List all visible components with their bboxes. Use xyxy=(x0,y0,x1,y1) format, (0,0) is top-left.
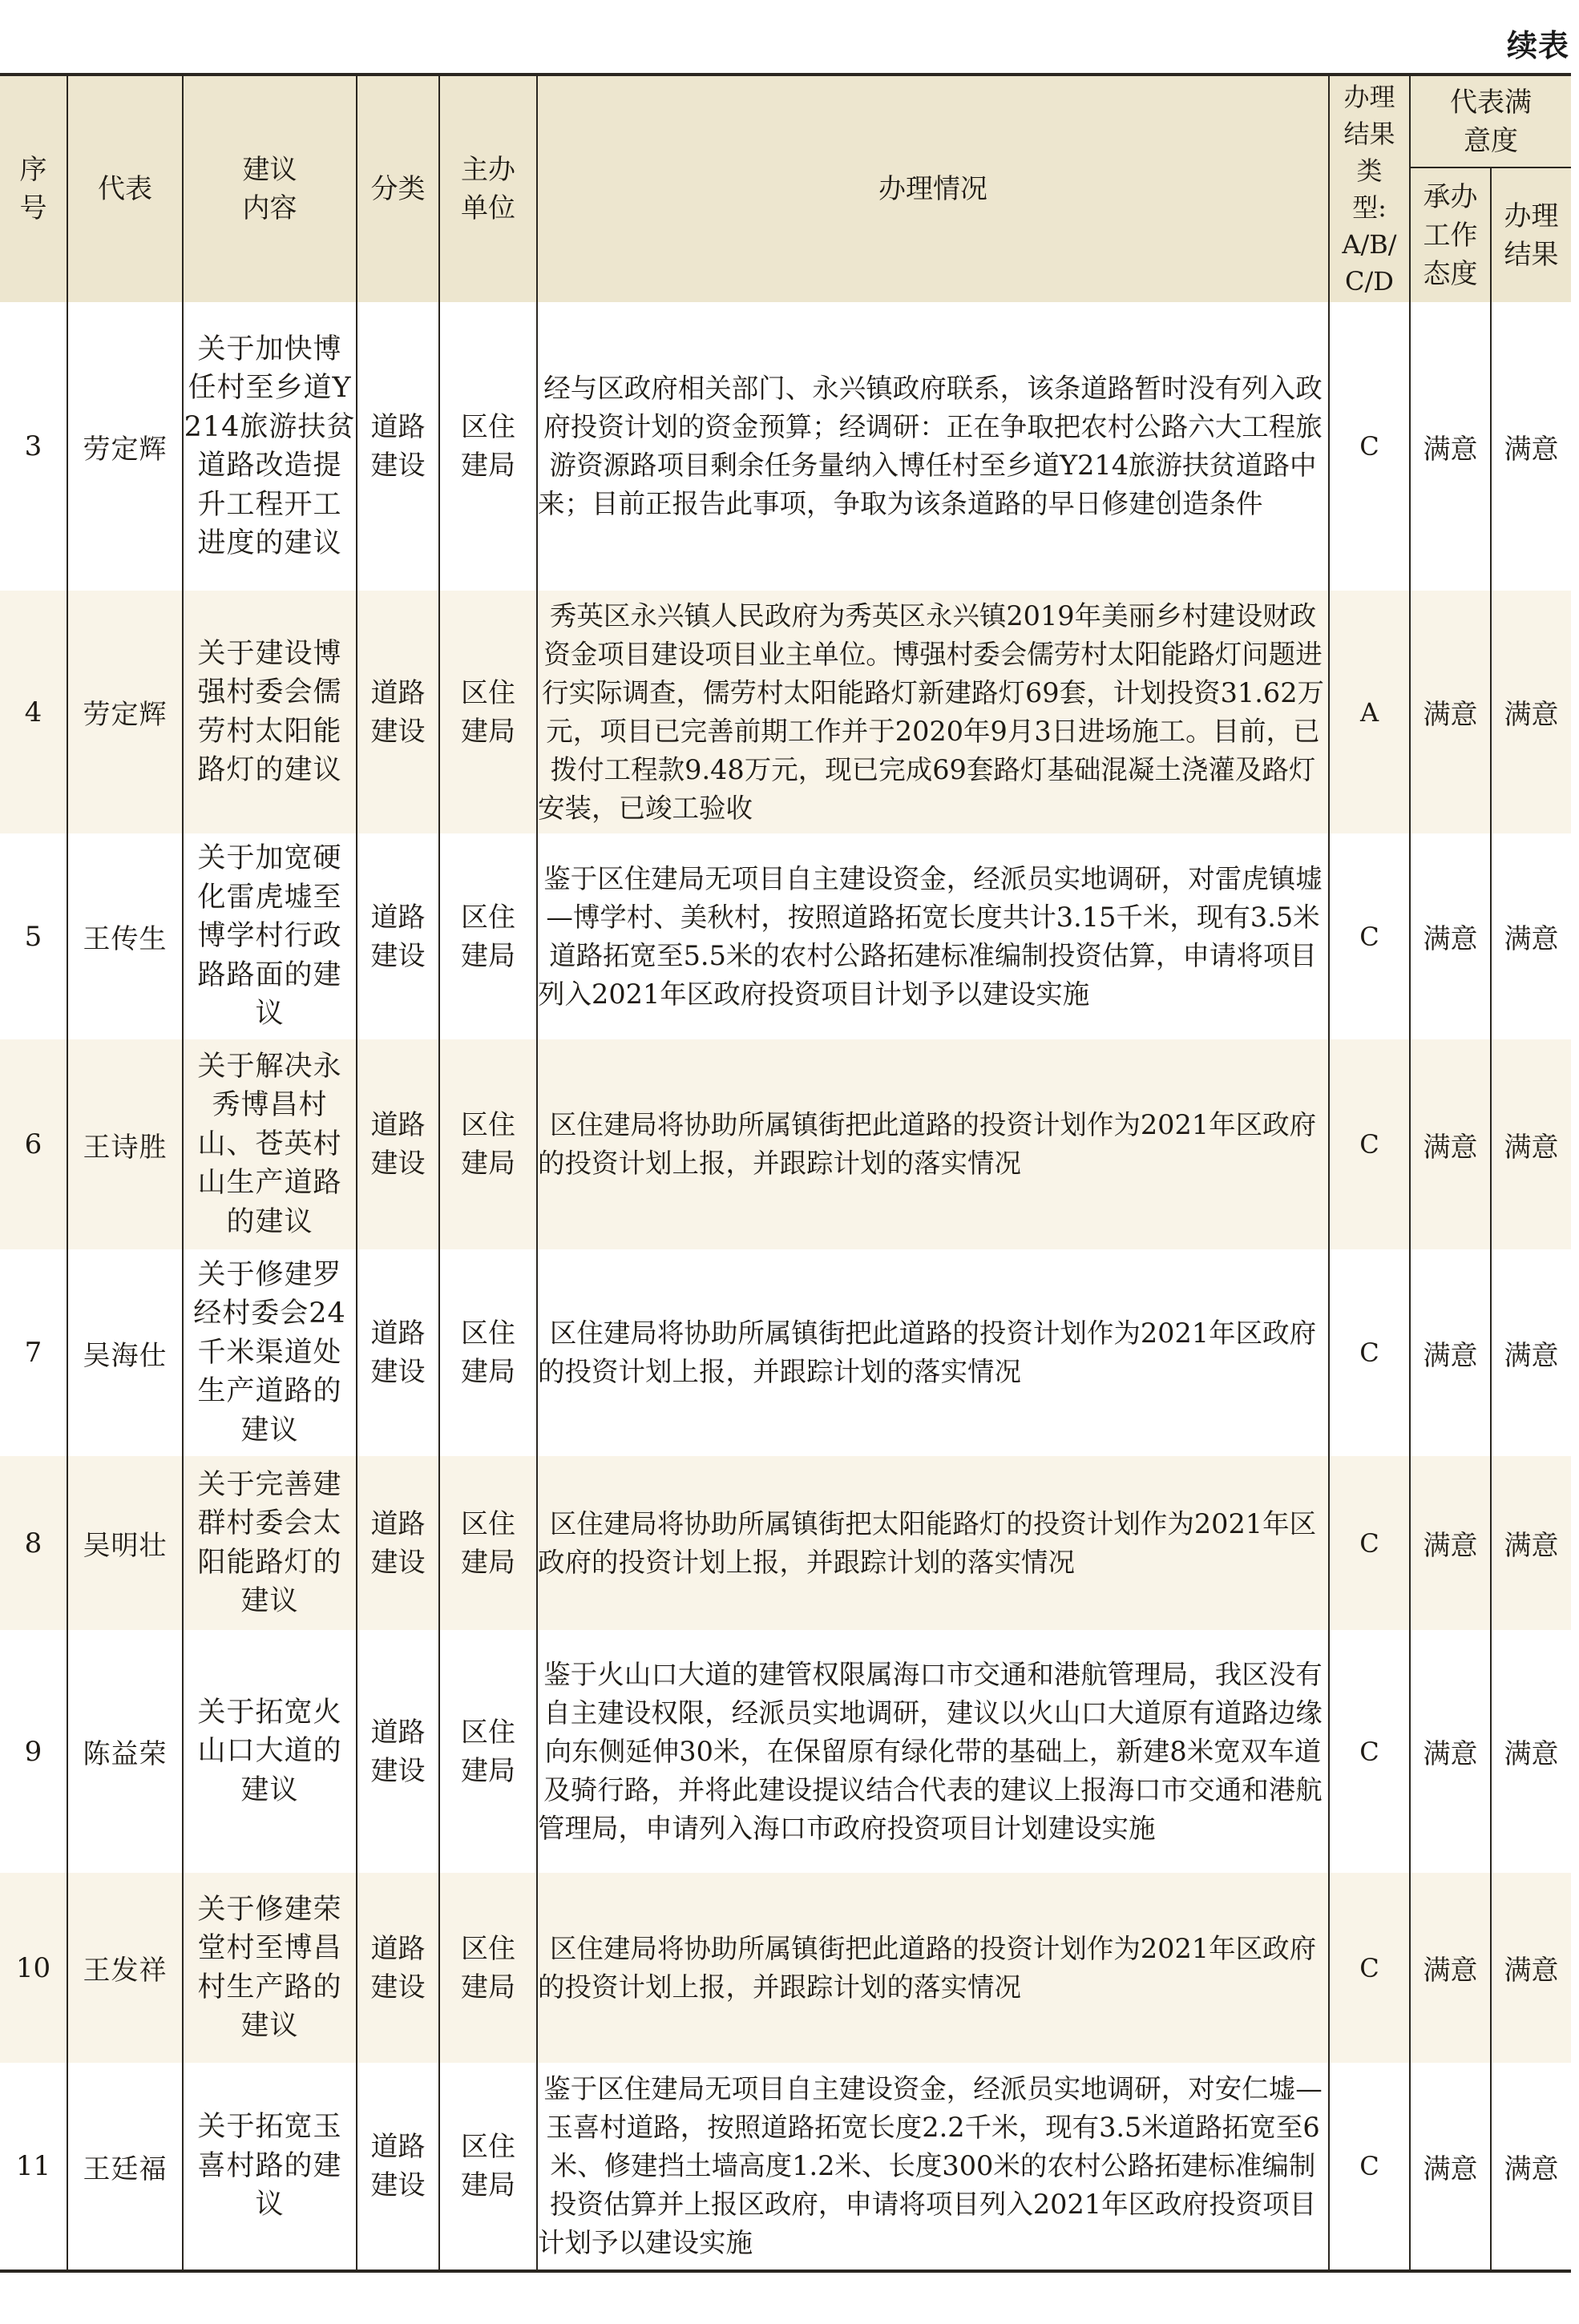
cell-status: 经与区政府相关部门、永兴镇政府联系，该条道路暂时没有列入政府投资计划的资金预算；经调研：正在争取把农村公路六大工程旅游资源路项目剩余任务量纳入博任村至乡道Y214旅游扶贫道路中来；目前正报告此事项，争取为该条道路的早日修建创造条件 xyxy=(537,302,1329,591)
cell-category: 道路建设 xyxy=(357,1249,439,1456)
header-content: 建议内容 xyxy=(183,75,357,302)
cell-category: 道路建设 xyxy=(357,1456,439,1630)
table-row xyxy=(0,1249,1571,1456)
cell-content: 关于修建罗经村委会24千米渠道处生产道路的建议 xyxy=(183,1249,357,1456)
cell-result: 满意 xyxy=(1491,302,1571,591)
cell-content: 关于修建荣堂村至博昌村生产路的建议 xyxy=(183,1873,357,2063)
cell-seq: 6 xyxy=(0,1039,67,1249)
cell-result: 满意 xyxy=(1491,833,1571,1039)
cell-attitude: 满意 xyxy=(1410,1630,1491,1873)
cell-unit: 区住建局 xyxy=(439,833,537,1039)
cell-category: 道路建设 xyxy=(357,302,439,591)
cell-attitude: 满意 xyxy=(1410,833,1491,1039)
cell-rep: 劳定辉 xyxy=(67,302,183,591)
header-rep: 代表 xyxy=(67,75,183,302)
cell-result-type: C xyxy=(1329,1873,1410,2063)
cell-content: 关于拓宽火山口大道的建议 xyxy=(183,1630,357,1873)
cell-content: 关于加宽硬化雷虎墟至博学村行政路路面的建议 xyxy=(183,833,357,1039)
cell-result-type: C xyxy=(1329,1630,1410,1873)
header-attitude: 承办工作态度 xyxy=(1410,167,1491,302)
cell-result-type: C xyxy=(1329,1039,1410,1249)
cell-result: 满意 xyxy=(1491,591,1571,833)
header-category: 分类 xyxy=(357,75,439,302)
cell-attitude: 满意 xyxy=(1410,302,1491,591)
cell-rep: 王传生 xyxy=(67,833,183,1039)
cell-content: 关于解决永秀博昌村山、苍英村山生产道路的建议 xyxy=(183,1039,357,1249)
header-result: 办理结果 xyxy=(1491,167,1571,302)
cell-result: 满意 xyxy=(1491,2063,1571,2271)
cell-result-type: C xyxy=(1329,833,1410,1039)
cell-attitude: 满意 xyxy=(1410,1873,1491,2063)
cell-rep: 吴海仕 xyxy=(67,1249,183,1456)
cell-seq: 10 xyxy=(0,1873,67,2063)
header-result-type: 办理结果类型:A/B/C/D xyxy=(1329,75,1410,302)
cell-content: 关于拓宽玉喜村路的建议 xyxy=(183,2063,357,2271)
table-row xyxy=(0,1873,1571,2063)
cell-category: 道路建设 xyxy=(357,591,439,833)
cell-content: 关于建设博强村委会儒劳村太阳能路灯的建议 xyxy=(183,591,357,833)
cell-seq: 4 xyxy=(0,591,67,833)
cell-rep: 陈益荣 xyxy=(67,1630,183,1873)
header-satisfaction: 代表满意度 xyxy=(1410,75,1571,167)
cell-content: 关于加快博任村至乡道Y214旅游扶贫道路改造提升工程开工进度的建议 xyxy=(183,302,357,591)
cell-unit: 区住建局 xyxy=(439,1630,537,1873)
cell-seq: 3 xyxy=(0,302,67,591)
cell-unit: 区住建局 xyxy=(439,1249,537,1456)
cell-category: 道路建设 xyxy=(357,2063,439,2271)
cell-unit: 区住建局 xyxy=(439,1039,537,1249)
table-row xyxy=(0,1456,1571,1630)
cell-attitude: 满意 xyxy=(1410,1039,1491,1249)
cell-attitude: 满意 xyxy=(1410,1249,1491,1456)
table-row xyxy=(0,2063,1571,2271)
table-row xyxy=(0,1630,1571,1873)
cell-category: 道路建设 xyxy=(357,833,439,1039)
cell-category: 道路建设 xyxy=(357,1039,439,1249)
cell-result: 满意 xyxy=(1491,1456,1571,1630)
suggestions-table xyxy=(0,73,1571,2273)
cell-status: 区住建局将协助所属镇街把此道路的投资计划作为2021年区政府的投资计划上报，并跟踪计划的落实情况 xyxy=(537,1249,1329,1456)
cell-seq: 8 xyxy=(0,1456,67,1630)
cell-rep: 吴明壮 xyxy=(67,1456,183,1630)
cell-result-type: C xyxy=(1329,1249,1410,1456)
cell-status: 鉴于区住建局无项目自主建设资金，经派员实地调研，对雷虎镇墟—博学村、美秋村，按照道路拓宽长度共计3.15千米，现有3.5米道路拓宽至5.5米的农村公路拓建标准编制投资估算，申请将项目列入2021年区政府投资项目计划予以建设实施 xyxy=(537,833,1329,1039)
cell-result-type: C xyxy=(1329,1456,1410,1630)
cell-status: 鉴于区住建局无项目自主建设资金，经派员实地调研，对安仁墟—玉喜村道路，按照道路拓宽长度2.2千米，现有3.5米道路拓宽至6米、修建挡土墙高度1.2米、长度300米的农村公路拓建标准编制投资估算并上报区政府，申请将项目列入2021年区政府投资项目计划予以建设实施 xyxy=(537,2063,1329,2271)
cell-rep: 王诗胜 xyxy=(67,1039,183,1249)
cell-attitude: 满意 xyxy=(1410,2063,1491,2271)
cell-attitude: 满意 xyxy=(1410,1456,1491,1630)
cell-unit: 区住建局 xyxy=(439,591,537,833)
table-row xyxy=(0,302,1571,591)
cell-result-type: A xyxy=(1329,591,1410,833)
cell-rep: 劳定辉 xyxy=(67,591,183,833)
cell-seq: 11 xyxy=(0,2063,67,2271)
cell-status: 秀英区永兴镇人民政府为秀英区永兴镇2019年美丽乡村建设财政资金项目建设项目业主单位。博强村委会儒劳村太阳能路灯问题进行实际调查，儒劳村太阳能路灯新建路灯69套，计划投资31.62万元，项目已完善前期工作并于2020年9月3日进场施工。目前，已拨付工程款9.48万元，现已完成69套路灯基础混凝土浇灌及路灯安装，已竣工验收 xyxy=(537,591,1329,833)
header-status: 办理情况 xyxy=(537,75,1329,302)
cell-status: 区住建局将协助所属镇街把此道路的投资计划作为2021年区政府的投资计划上报，并跟踪计划的落实情况 xyxy=(537,1873,1329,2063)
header-row xyxy=(0,75,1571,167)
cell-seq: 5 xyxy=(0,833,67,1039)
cell-result: 满意 xyxy=(1491,1630,1571,1873)
cell-seq: 7 xyxy=(0,1249,67,1456)
header-unit: 主办单位 xyxy=(439,75,537,302)
cell-result-type: C xyxy=(1329,302,1410,591)
cell-unit: 区住建局 xyxy=(439,302,537,591)
table-row xyxy=(0,833,1571,1039)
cell-unit: 区住建局 xyxy=(439,2063,537,2271)
cell-category: 道路建设 xyxy=(357,1873,439,2063)
header-seq: 序号 xyxy=(0,75,67,302)
cell-content: 关于完善建群村委会太阳能路灯的建议 xyxy=(183,1456,357,1630)
cell-status: 区住建局将协助所属镇街把太阳能路灯的投资计划作为2021年区政府的投资计划上报，并跟踪计划的落实情况 xyxy=(537,1456,1329,1630)
cell-attitude: 满意 xyxy=(1410,591,1491,833)
table-row xyxy=(0,591,1571,833)
cell-seq: 9 xyxy=(0,1630,67,1873)
cell-status: 鉴于火山口大道的建管权限属海口市交通和港航管理局，我区没有自主建设权限，经派员实地调研，建议以火山口大道原有道路边缘向东侧延伸30米，在保留原有绿化带的基础上，新建8米宽双车道及骑行路，并将此建设提议结合代表的建议上报海口市交通和港航管理局，申请列入海口市政府投资项目计划建设实施 xyxy=(537,1630,1329,1873)
cell-unit: 区住建局 xyxy=(439,1873,537,2063)
cell-rep: 王廷福 xyxy=(67,2063,183,2271)
cell-status: 区住建局将协助所属镇街把此道路的投资计划作为2021年区政府的投资计划上报，并跟踪计划的落实情况 xyxy=(537,1039,1329,1249)
cell-unit: 区住建局 xyxy=(439,1456,537,1630)
cell-rep: 王发祥 xyxy=(67,1873,183,2063)
table-row xyxy=(0,1039,1571,1249)
page-title: 续表 xyxy=(1506,28,1569,63)
cell-category: 道路建设 xyxy=(357,1630,439,1873)
cell-result-type: C xyxy=(1329,2063,1410,2271)
cell-result: 满意 xyxy=(1491,1873,1571,2063)
cell-result: 满意 xyxy=(1491,1039,1571,1249)
cell-result: 满意 xyxy=(1491,1249,1571,1456)
